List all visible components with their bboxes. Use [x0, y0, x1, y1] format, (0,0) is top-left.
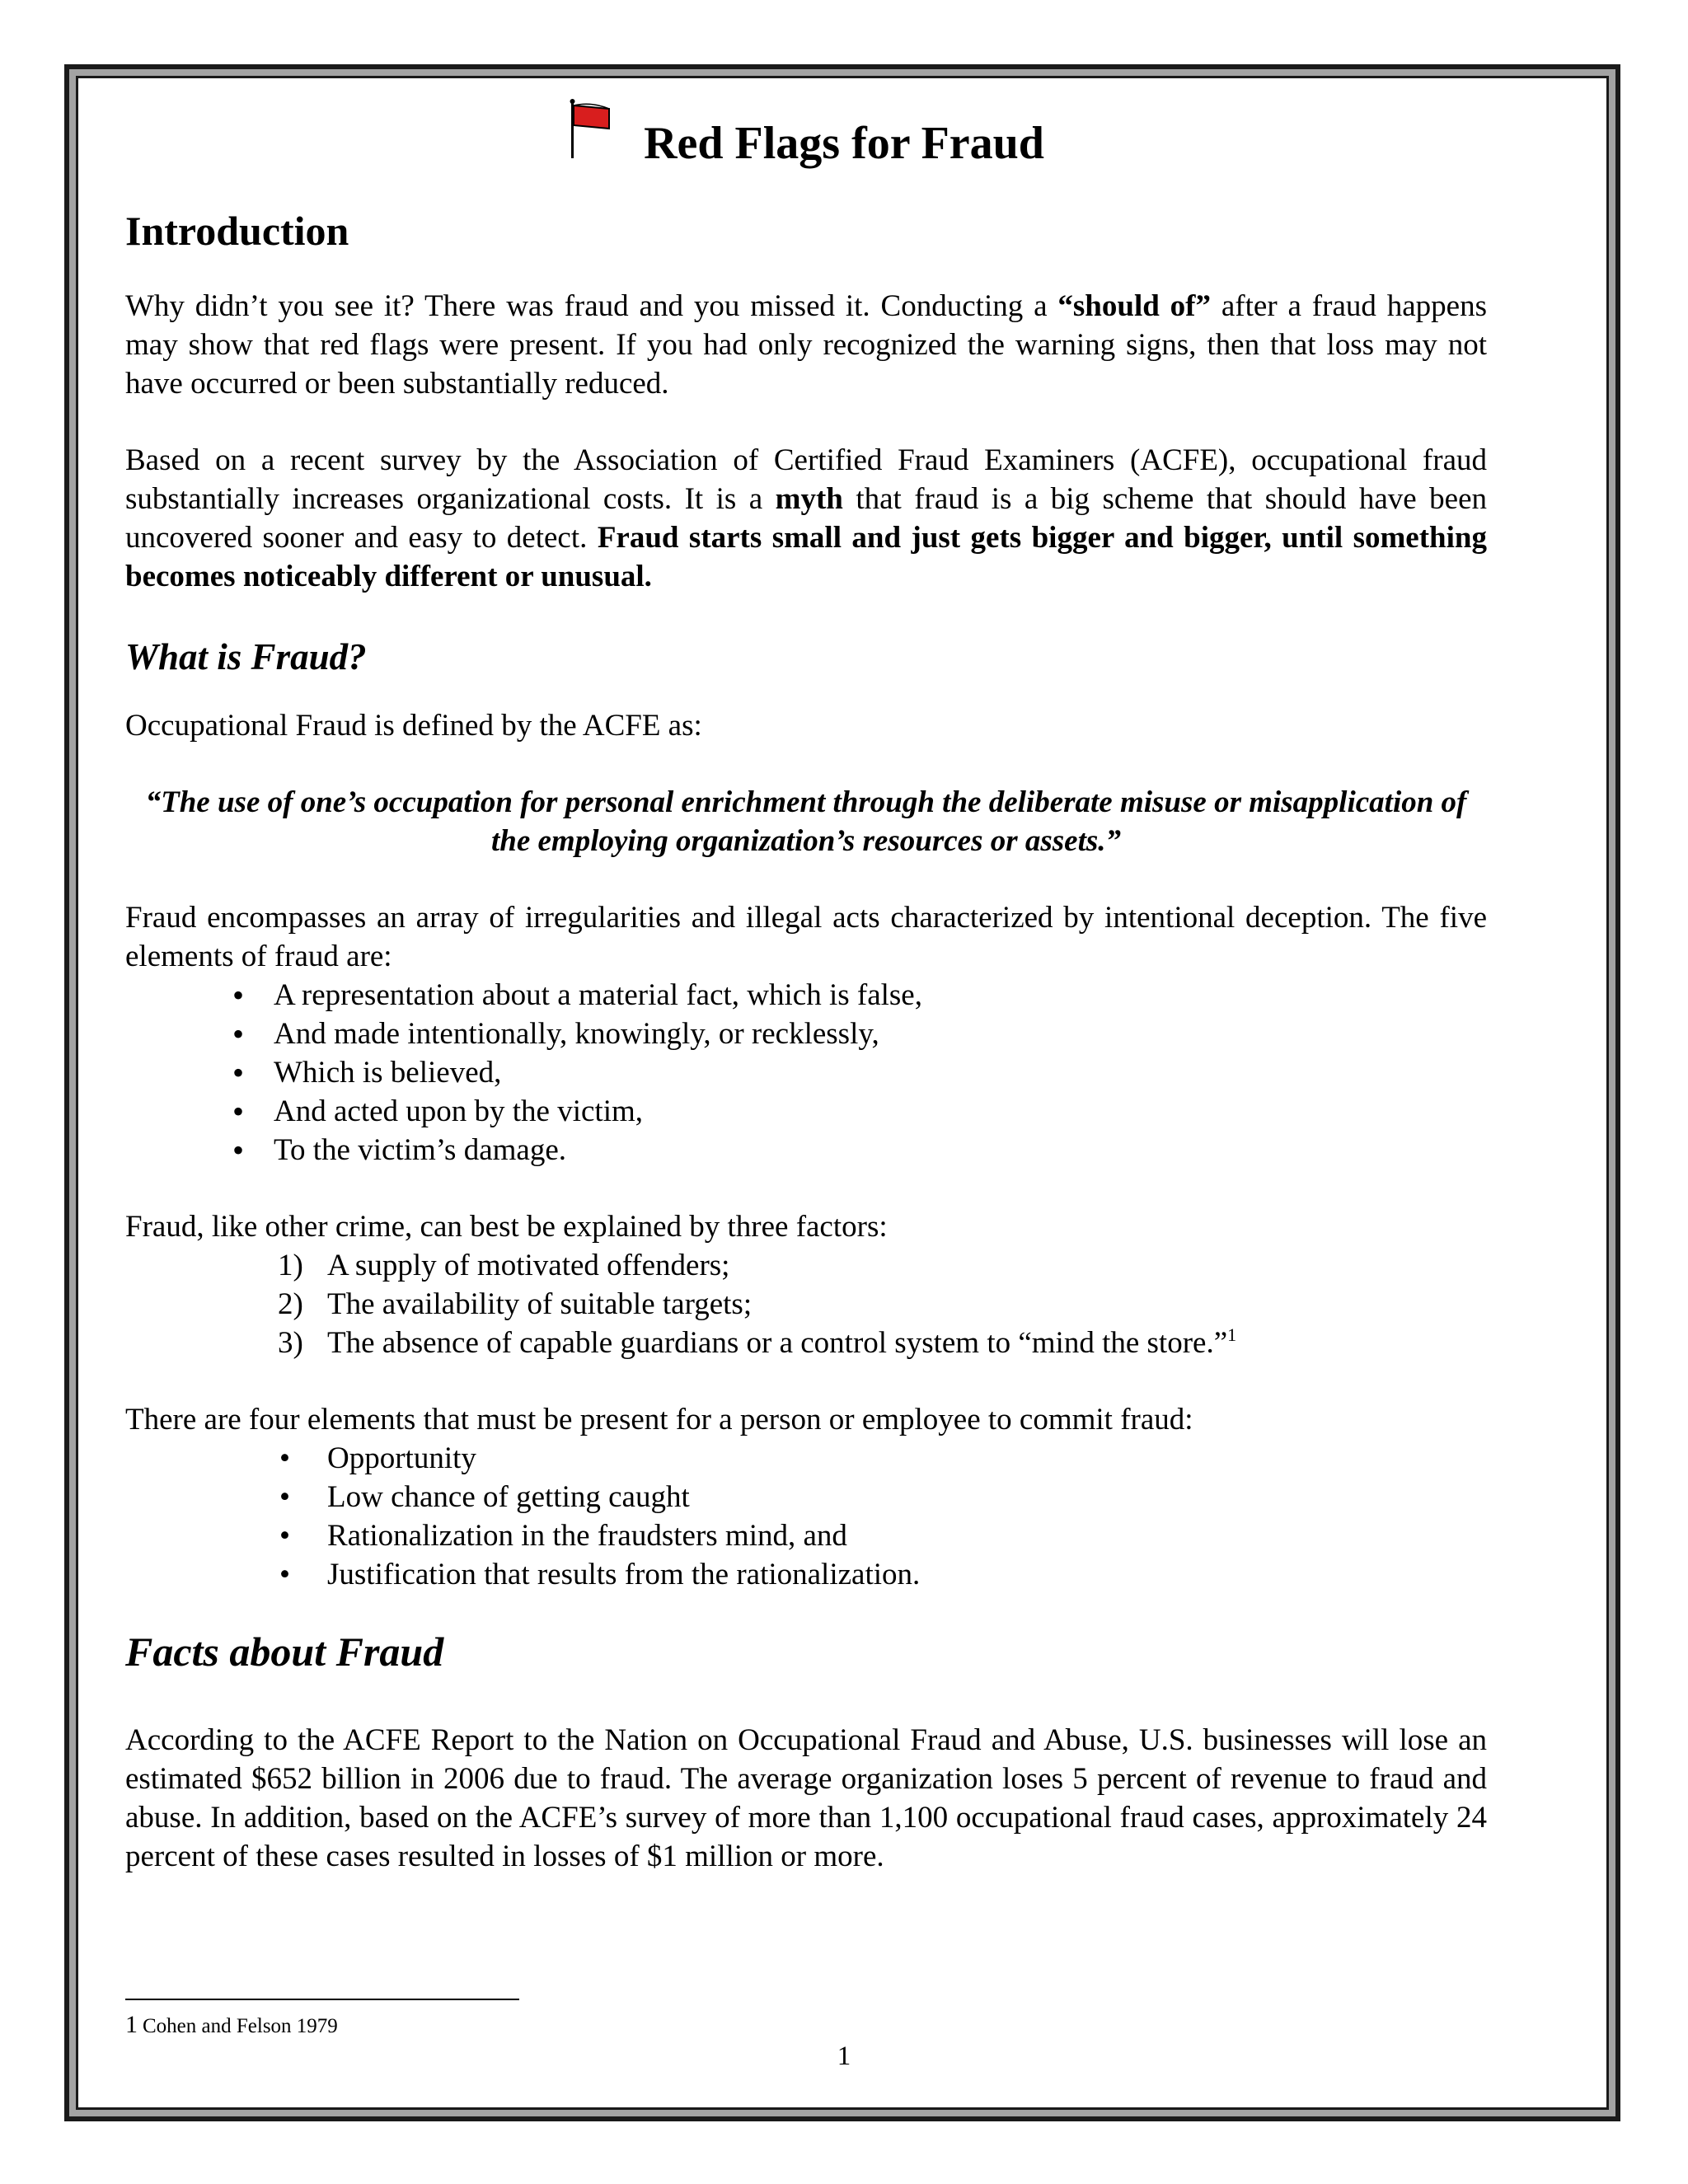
list-item: 3) The absence of capable guardians or a control system to “mind the store.”$^1$	[278, 1324, 1237, 1360]
fraud-encompasses-paragraph: Fraud encompasses an array of irregularities and illegal acts characterized by intentional deception. The five elements of fraud are:	[125, 901, 1487, 973]
list-item: • Rationalization in the fraudsters mind, and	[278, 1516, 1487, 1555]
list-item: • Which is believed,	[232, 1053, 1487, 1092]
list-item: • Opportunity	[278, 1439, 1487, 1478]
list-item: • To the victim’s damage.	[232, 1131, 1487, 1169]
list-item: • And made intentionally, knowingly, or recklessly,	[232, 1015, 1487, 1053]
document-title-row	[125, 115, 1487, 171]
list-item: • Low chance of getting caught	[278, 1478, 1487, 1516]
document-body	[125, 115, 1487, 1876]
list-item: 1) A supply of motivated offenders;	[278, 1249, 730, 1282]
what-is-fraud-heading: What is Fraud?	[125, 636, 367, 677]
footnote-divider	[125, 1999, 519, 2000]
acfe-definition-quote: “The use of one’s occupation for personal enrichment through the deliberate misuse or misapplication of the employing organization’s resources or assets.”	[145, 785, 1467, 858]
list-item: • Justification that results from the rationalization.	[278, 1555, 1487, 1594]
introduction-heading: Introduction	[125, 208, 349, 254]
five-elements-list	[125, 976, 1487, 1169]
intro-paragraph-2: Based on a recent survey by the Association of Certified Fraud Examiners (ACFE), occupational fraud substantially increases organizational costs. It is a myth that fraud is a big scheme that should have been uncovered sooner and easy to detect. Fraud starts small and just gets bigger and bigger, until something becomes noticeably different or unusual.	[125, 443, 1488, 593]
definition-intro: Occupational Fraud is defined by the ACFE as:	[125, 709, 702, 743]
three-factors-intro: Fraud, like other crime, can best be explained by three factors:	[125, 1210, 888, 1244]
footnote-reference[interactable]: 1	[1227, 1324, 1237, 1345]
four-elements-list	[125, 1439, 1487, 1594]
list-item: • And acted upon by the victim,	[232, 1092, 1487, 1131]
three-factors-list	[125, 1246, 1487, 1362]
facts-paragraph: According to the ACFE Report to the Nation on Occupational Fraud and Abuse, U.S. businesses will lose an estimated $652 billion in 2006 due to fraud. The average organization loses 5 percent of revenue to fraud and abuse. In addition, based on the ACFE’s survey of more than 1,100 occupational fraud cases, approximately 24 percent of these cases resulted in losses of $1 million or more.	[125, 1723, 1487, 1873]
facts-about-fraud-heading: Facts about Fraud	[125, 1629, 444, 1675]
page-number: 1	[837, 2041, 851, 2071]
footnote: 1 Cohen and Felson 1979	[125, 2011, 338, 2038]
red-flag-icon	[568, 99, 612, 155]
document-title: Red Flags for Fraud	[644, 118, 1044, 169]
list-item: • A representation about a material fact, which is false,	[232, 976, 1487, 1015]
four-elements-intro: There are four elements that must be present for a person or employee to commit fraud:	[125, 1403, 1193, 1436]
list-item: 2) The availability of suitable targets;	[278, 1287, 753, 1321]
intro-paragraph-1: Why didn’t you see it? There was fraud and you missed it. Conducting a “should of” after a fraud happens may show that red flags were present. If you had only recognized the warning signs, then that loss may not have occurred or been substantially reduced.	[125, 289, 1487, 401]
